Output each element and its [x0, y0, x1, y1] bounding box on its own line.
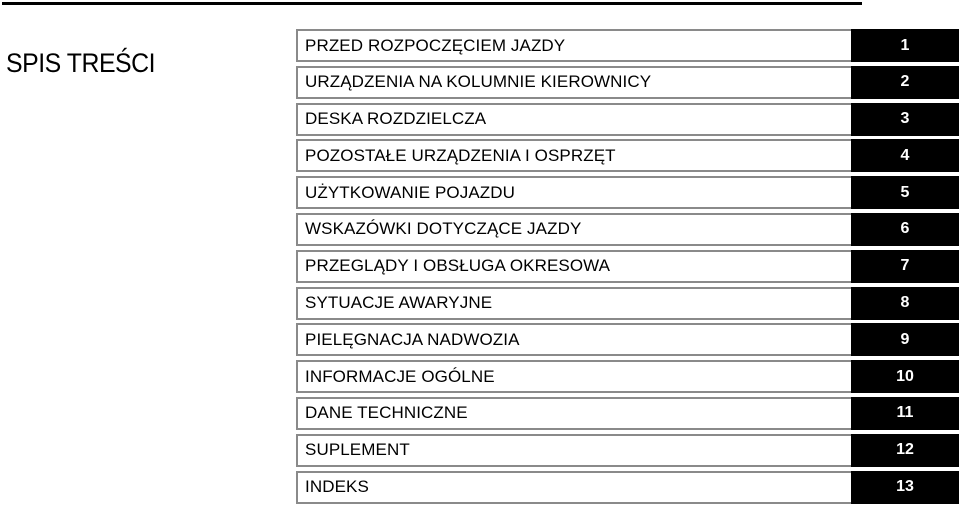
- toc-label-box[interactable]: [296, 176, 851, 209]
- page-title: SPIS TREŚCI: [6, 48, 156, 79]
- chapter-tab[interactable]: [851, 66, 959, 99]
- toc-row[interactable]: [296, 434, 959, 467]
- toc-row[interactable]: [296, 103, 959, 136]
- toc-chapter-label: DANE TECHNICZNE: [305, 403, 468, 423]
- chapter-tab[interactable]: [851, 29, 959, 62]
- toc-label-box[interactable]: [296, 103, 851, 136]
- chapter-number: 1: [900, 36, 910, 54]
- chapter-number: 12: [896, 441, 914, 459]
- toc-label-box[interactable]: [296, 397, 851, 430]
- chapter-number: 11: [896, 404, 914, 422]
- chapter-tab[interactable]: [851, 287, 959, 320]
- chapter-tab[interactable]: [851, 250, 959, 283]
- chapter-number: 5: [900, 183, 910, 201]
- toc-label-box[interactable]: [296, 471, 851, 504]
- toc-label-box[interactable]: [296, 139, 851, 172]
- toc-chapter-label: UŻYTKOWANIE POJAZDU: [305, 182, 516, 202]
- toc-row[interactable]: [296, 397, 959, 430]
- chapter-tab[interactable]: [851, 471, 959, 504]
- chapter-tab[interactable]: [851, 323, 959, 356]
- toc-chapter-label: SYTUACJE AWARYJNE: [305, 293, 493, 313]
- toc-label-box[interactable]: [296, 323, 851, 356]
- toc-label-box[interactable]: [296, 250, 851, 283]
- toc-label-box[interactable]: [296, 29, 851, 62]
- toc-row[interactable]: [296, 360, 959, 393]
- chapter-tab[interactable]: [851, 360, 959, 393]
- toc-row[interactable]: [296, 29, 959, 62]
- toc-chapter-label: PRZEGLĄDY I OBSŁUGA OKRESOWA: [305, 256, 611, 276]
- chapter-number: 3: [900, 110, 910, 128]
- toc-chapter-label: INDEKS: [305, 477, 369, 497]
- toc-row[interactable]: [296, 471, 959, 504]
- toc-chapter-label: URZĄDZENIA NA KOLUMNIE KIEROWNICY: [305, 72, 652, 92]
- toc-row[interactable]: [296, 250, 959, 283]
- chapter-number: 10: [896, 367, 914, 385]
- chapter-tab[interactable]: [851, 397, 959, 430]
- toc-row[interactable]: [296, 287, 959, 320]
- toc-label-box[interactable]: [296, 213, 851, 246]
- toc-chapter-label: INFORMACJE OGÓLNE: [305, 366, 495, 386]
- toc-row[interactable]: [296, 213, 959, 246]
- toc-chapter-label: WSKAZÓWKI DOTYCZĄCE JAZDY: [305, 219, 582, 239]
- toc-chapter-label: PIELĘGNACJA NADWOZIA: [305, 329, 520, 349]
- chapter-number: 13: [896, 478, 914, 496]
- toc-chapter-label: DESKA ROZDZIELCZA: [305, 109, 487, 129]
- top-divider: [2, 2, 862, 5]
- toc-label-box[interactable]: [296, 66, 851, 99]
- table-of-contents: [296, 29, 959, 507]
- toc-chapter-label: POZOSTAŁE URZĄDZENIA I OSPRZĘT: [305, 145, 616, 165]
- chapter-number: 6: [900, 220, 910, 238]
- chapter-number: 7: [900, 257, 910, 275]
- toc-label-box[interactable]: [296, 434, 851, 467]
- toc-label-box[interactable]: [296, 287, 851, 320]
- toc-row[interactable]: [296, 176, 959, 209]
- chapter-number: 4: [900, 146, 910, 164]
- toc-row[interactable]: [296, 323, 959, 356]
- chapter-tab[interactable]: [851, 176, 959, 209]
- chapter-tab[interactable]: [851, 434, 959, 467]
- toc-label-box[interactable]: [296, 360, 851, 393]
- chapter-tab[interactable]: [851, 139, 959, 172]
- toc-chapter-label: SUPLEMENT: [305, 440, 410, 460]
- chapter-tab[interactable]: [851, 213, 959, 246]
- toc-row[interactable]: [296, 66, 959, 99]
- chapter-number: 9: [900, 330, 910, 348]
- toc-chapter-label: PRZED ROZPOCZĘCIEM JAZDY: [305, 35, 566, 55]
- toc-row[interactable]: [296, 139, 959, 172]
- chapter-number: 8: [900, 294, 910, 312]
- chapter-tab[interactable]: [851, 103, 959, 136]
- chapter-number: 2: [900, 73, 910, 91]
